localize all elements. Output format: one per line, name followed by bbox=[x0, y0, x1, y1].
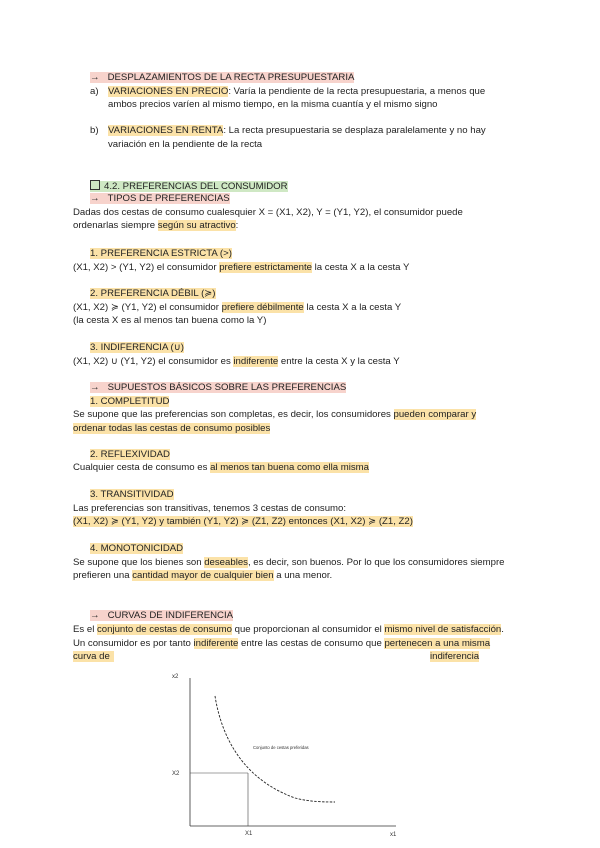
arrow-icon: → bbox=[90, 382, 100, 393]
transitividad-text: Las preferencias son transitivas, tenemos 3 cestas de consumo: bbox=[73, 503, 347, 514]
checkbox-icon bbox=[90, 180, 100, 190]
subheading-curvas: → CURVAS DE INDIFERENCIA bbox=[90, 610, 234, 621]
curve-label: Conjunto de cestas preferidas bbox=[253, 745, 309, 750]
item-a-text: ambos precios varíen al mismo tiempo, en la misma cuantía y el mismo signo bbox=[108, 99, 438, 110]
transitividad-formula: (X1, X2) ≽ (Y1, Y2) y también (Y1, Y2) ≽ (Z1, Z2) entonces (X1, X2) ≽ (Z1, Z2) bbox=[73, 516, 413, 527]
section-heading-preferencias: 4.2. PREFERENCIAS DEL CONSUMIDOR bbox=[90, 180, 288, 193]
pref-debil-note: (la cesta X es al menos tan buena como la Y) bbox=[73, 315, 267, 326]
subheading-supuestos: → SUPUESTOS BÁSICOS SOBRE LAS PREFERENCIAS bbox=[90, 382, 347, 393]
x-tick-label: X1 bbox=[245, 831, 253, 837]
pref-debil-title: 2. PREFERENCIA DÉBIL (≽) bbox=[90, 288, 216, 299]
reflexividad-title: 2. REFLEXIVIDAD bbox=[90, 449, 170, 460]
section-heading-desplazamientos: → DESPLAZAMIENTOS DE LA RECTA PRESUPUESTARIA bbox=[90, 72, 355, 83]
curvas-text-2: Un consumidor es por tanto indiferente entre las cestas de consumo que pertenecen a una misma bbox=[73, 638, 491, 649]
arrow-icon: → bbox=[90, 193, 100, 204]
y-tick-label: X2 bbox=[172, 771, 180, 777]
curvas-text-1: Es el conjunto de cestas de consumo que proporcionan al consumidor el mismo nivel de satisfacción. bbox=[73, 624, 504, 635]
arrow-icon: → bbox=[90, 610, 100, 621]
reflexividad-text: Cualquier cesta de consumo es al menos tan buena como ella misma bbox=[73, 462, 369, 473]
completitud-text-1: Se supone que las preferencias son completas, es decir, los consumidores pueden comparar y bbox=[73, 409, 477, 420]
curvas-text-3b: indiferencia bbox=[430, 651, 480, 662]
arrow-icon: → bbox=[90, 72, 100, 83]
indifference-curve-figure bbox=[160, 668, 410, 843]
completitud-text-2: ordenar todas las cestas de consumo posibles bbox=[73, 423, 271, 434]
intro-line-1: Dadas dos cestas de consumo cualesquier X = (X1, X2), Y = (Y1, Y2), el consumidor puede bbox=[73, 207, 463, 218]
indiferencia-text: (X1, X2) ∪ (Y1, Y2) el consumidor es indiferente entre la cesta X y la cesta Y bbox=[73, 356, 400, 367]
subheading-tipos: → TIPOS DE PREFERENCIAS bbox=[90, 193, 230, 204]
intro-line-2: ordenarlas siempre según su atractivo: bbox=[73, 220, 239, 231]
pref-estricta-text: (X1, X2) > (Y1, Y2) el consumidor prefiere estrictamente la cesta X a la cesta Y bbox=[73, 262, 410, 273]
monotonicidad-title: 4. MONOTONICIDAD bbox=[90, 543, 184, 554]
pref-debil-text: (X1, X2) ≽ (Y1, Y2) el consumidor prefiere débilmente la cesta X a la cesta Y bbox=[73, 302, 402, 313]
item-a: a) VARIACIONES EN PRECIO: Varía la pendiente de la recta presupuestaria, a menos que bbox=[90, 86, 486, 97]
monotonicidad-text-2: prefieren una cantidad mayor de cualquier bien a una menor. bbox=[73, 570, 333, 581]
completitud-title: 1. COMPLETITUD bbox=[90, 396, 170, 407]
item-b-text: variación en la pendiente de la recta bbox=[108, 139, 263, 150]
indiferencia-title: 3. INDIFERENCIA (∪) bbox=[90, 342, 184, 353]
y-axis-label: x2 bbox=[172, 674, 179, 680]
monotonicidad-text-1: Se supone que los bienes son deseables, es decir, son buenos. Por lo que los consumidores siempre bbox=[73, 557, 505, 568]
x-axis-label: x1 bbox=[390, 832, 397, 838]
pref-estricta-title: 1. PREFERENCIA ESTRICTA (>) bbox=[90, 248, 232, 259]
curvas-text-3: curva de bbox=[73, 651, 114, 663]
item-b: b) VARIACIONES EN RENTA: La recta presupuestaria se desplaza paralelamente y no hay bbox=[90, 125, 486, 136]
transitividad-title: 3. TRANSITIVIDAD bbox=[90, 489, 174, 500]
